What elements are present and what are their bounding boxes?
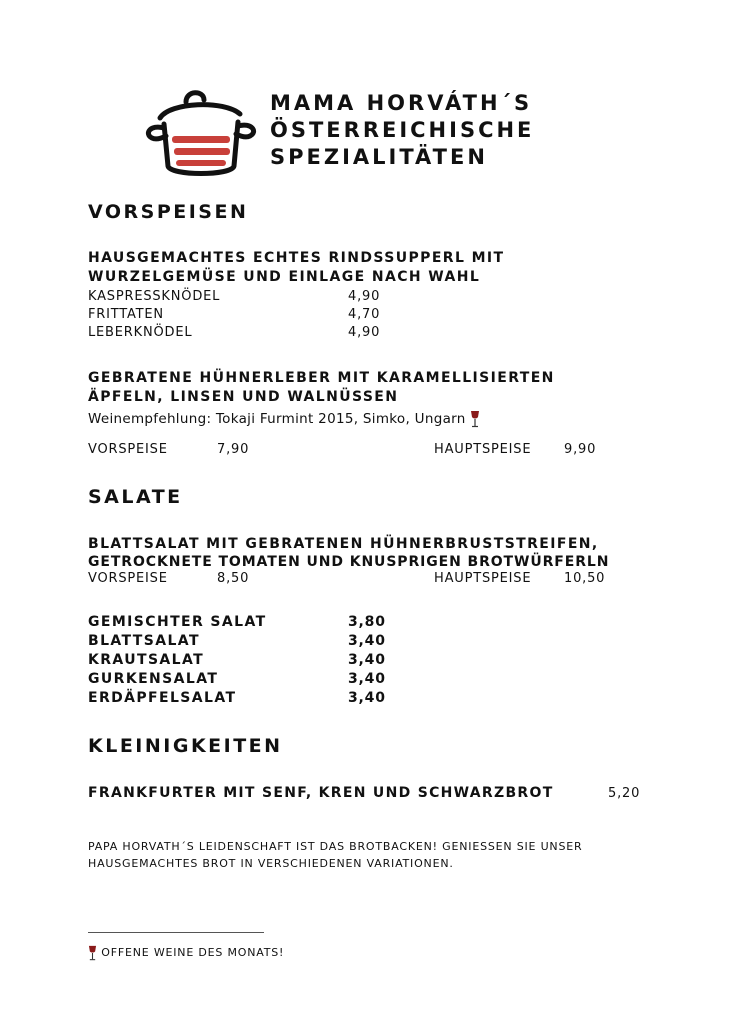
menu-item-price: 3,80 xyxy=(348,614,386,630)
footnote-text: OFFENE WEINE DES MONATS! xyxy=(101,946,285,959)
menu-item-name: FRITTATEN xyxy=(88,307,164,322)
menu-item-name: ERDÄPFELSALAT xyxy=(88,690,237,706)
header-line-1: MAMA HORVÁTH´S xyxy=(270,91,533,115)
menu-item-name: LEBERKNÖDEL xyxy=(88,325,193,340)
menu-item-price: 4,90 xyxy=(348,289,381,304)
menu-item-price: 5,20 xyxy=(608,786,641,801)
main-label: HAUPTSPEISE xyxy=(434,571,532,586)
dish-title-line: ÄPFELN, LINSEN UND WALNÜSSEN xyxy=(88,389,399,405)
footnote xyxy=(88,944,284,961)
menu-item-price: 3,40 xyxy=(348,690,386,706)
wine-recommendation-text: Weinempfehlung: Tokaji Furmint 2015, Simko, Ungarn xyxy=(88,411,466,427)
menu-item-name: BLATTSALAT xyxy=(88,633,200,649)
dish-title-line: GETROCKNETE TOMATEN UND KNUSPRIGEN BROTWÜRFERLN xyxy=(88,554,610,570)
main-label: HAUPTSPEISE xyxy=(434,442,532,457)
starter-label: VORSPEISE xyxy=(88,571,168,586)
menu-item-name: KASPRESSKNÖDEL xyxy=(88,289,221,304)
menu-item-price: 4,90 xyxy=(348,325,381,340)
menu-item-name: KRAUTSALAT xyxy=(88,652,205,668)
dish-title-line: HAUSGEMACHTES ECHTES RINDSSUPPERL MIT xyxy=(88,250,505,266)
header-line-2: ÖSTERREICHISCHE xyxy=(270,118,535,142)
footnote-divider xyxy=(88,932,264,933)
dish-title-line: GEBRATENE HÜHNERLEBER MIT KARAMELLISIERTEN xyxy=(88,370,555,386)
bread-note-line: HAUSGEMACHTES BROT IN VERSCHIEDENEN VARIATIONEN. xyxy=(88,857,454,870)
wine-glass-icon xyxy=(470,410,480,428)
section-title-kleinigkeiten: KLEINIGKEITEN xyxy=(88,735,283,757)
dish-title-line: BLATTSALAT MIT GEBRATENEN HÜHNERBRUSTSTREIFEN, xyxy=(88,536,599,552)
section-title-vorspeisen: VORSPEISEN xyxy=(88,201,249,223)
wine-recommendation xyxy=(88,410,480,428)
starter-price: 8,50 xyxy=(217,571,250,586)
main-price: 10,50 xyxy=(564,571,606,586)
wine-glass-icon xyxy=(88,945,97,961)
starter-price: 7,90 xyxy=(217,442,250,457)
menu-item-name: FRANKFURTER MIT SENF, KREN UND SCHWARZBROT xyxy=(88,785,554,801)
main-price: 9,90 xyxy=(564,442,597,457)
dish-title-line: WURZELGEMÜSE UND EINLAGE NACH WAHL xyxy=(88,269,481,285)
menu-item-name: GURKENSALAT xyxy=(88,671,219,687)
menu-item-name: GEMISCHTER SALAT xyxy=(88,614,267,630)
menu-item-price: 4,70 xyxy=(348,307,381,322)
bread-note-line: PAPA HORVATH´S LEIDENSCHAFT IST DAS BROTBACKEN! GENIESSEN SIE UNSER xyxy=(88,840,583,853)
starter-label: VORSPEISE xyxy=(88,442,168,457)
menu-item-price: 3,40 xyxy=(348,652,386,668)
cooking-pot-icon xyxy=(142,88,260,180)
header-line-3: SPEZIALITÄTEN xyxy=(270,145,488,169)
section-title-salate: SALATE xyxy=(88,486,183,508)
menu-item-price: 3,40 xyxy=(348,633,386,649)
menu-item-price: 3,40 xyxy=(348,671,386,687)
